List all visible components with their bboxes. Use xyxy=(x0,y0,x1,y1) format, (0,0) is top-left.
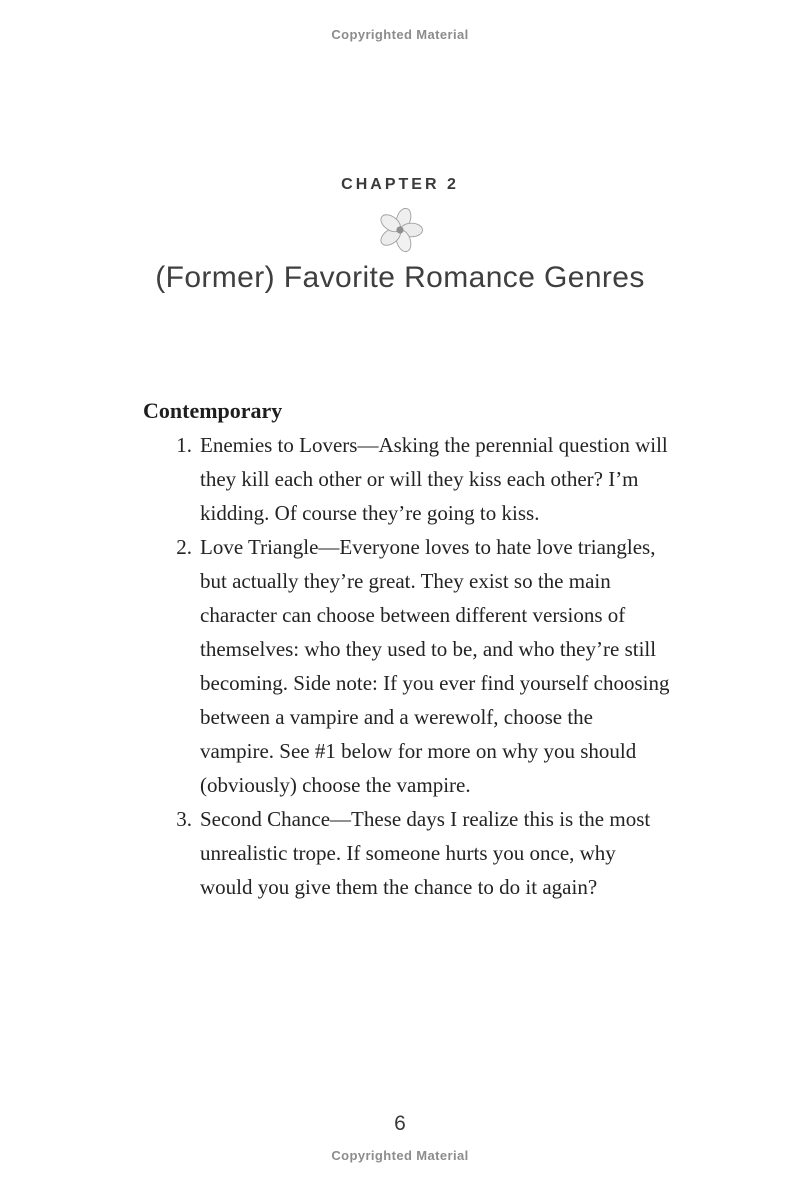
copyright-notice-top: Copyrighted Material xyxy=(331,27,469,42)
list-item xyxy=(143,802,671,904)
list-item-number: 2. xyxy=(176,535,192,559)
section-heading: Contemporary xyxy=(143,398,283,423)
chapter-label: CHAPTER 2 xyxy=(341,176,459,193)
page-number: 6 xyxy=(394,1112,406,1135)
copyright-notice-bottom: Copyrighted Material xyxy=(331,1148,469,1163)
list-item-text: Enemies to Lovers—Asking the perennial question will they kill each other or will they kiss each other? I’m kidding. Of course they’re going to kiss. xyxy=(200,433,668,525)
page-body xyxy=(143,394,671,904)
genre-list xyxy=(143,428,671,904)
flower-icon xyxy=(377,240,423,257)
list-item xyxy=(143,530,671,802)
list-item-number: 3. xyxy=(176,807,192,831)
list-item-text: Love Triangle—Everyone loves to hate love triangles, but actually they’re great. They exist so the main character can choose between different versions of themselves: who they used to be, and who they’re still becoming. Side note: If you ever find yourself choosing between a vampire and a werewolf, choose the vampire. See #1 below for more on why you should (obviously) choose the vampire. xyxy=(200,535,670,797)
ornament-container xyxy=(0,205,800,253)
list-item-number: 1. xyxy=(176,433,192,457)
chapter-title: (Former) Favorite Romance Genres xyxy=(155,261,645,294)
list-item xyxy=(143,428,671,530)
list-item-text: Second Chance—These days I realize this is the most unrealistic trope. If someone hurts you once, why would you give them the chance to do it again? xyxy=(200,807,651,899)
